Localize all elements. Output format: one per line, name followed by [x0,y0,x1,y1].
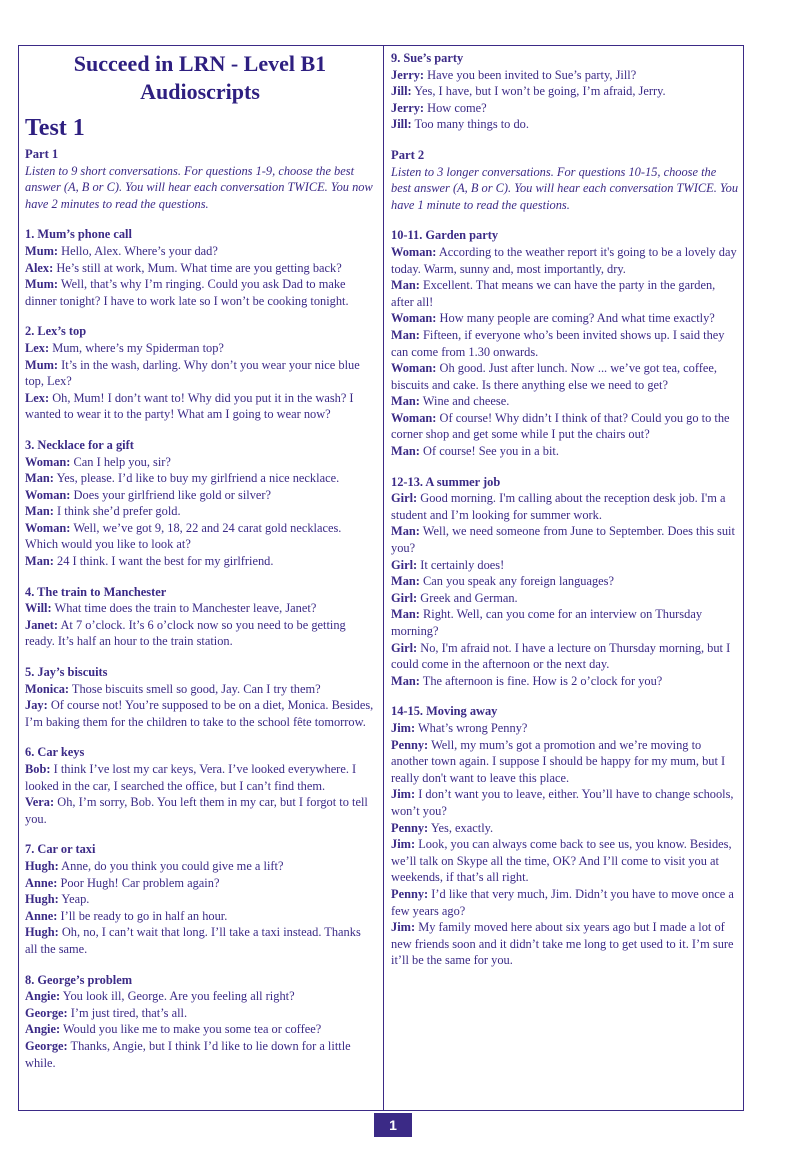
dialogue-text: 24 I think. I want the best for my girlfriend. [57,554,274,569]
dialogue-text: Of course! Why didn’t I think of that? Could you go to the corner shop and get some while I put the chairs out? [391,410,730,442]
speaker-label: Will: [25,601,52,616]
dialogue-text: He’s still at work, Mum. What time are you getting back? [56,260,342,275]
dialogue-text: Well, we need someone from June to September. Does this suit you? [391,524,735,556]
dialogue-text: Fifteen, if everyone who’s been invited shows up. I said they can come from 1.30 onwards. [391,327,725,359]
dialogue-text: Good morning. I'm calling about the reception desk job. I'm a student and I’m looking for summer work. [391,491,726,522]
dialogue-text: I don’t want you to leave, either. You’ll have to change schools, won’t you? [391,787,734,818]
dialogue-text: Does your girlfriend like gold or silver? [73,487,272,502]
speaker-label: Jim: [391,787,416,802]
dialogue-line [25,260,375,277]
dialogue-line [25,875,375,892]
dialogue-text: Too many things to do. [414,117,529,132]
dialogue-line [391,557,739,574]
dialogue-text: It certainly does! [420,557,505,572]
speaker-label: Jim: [391,720,416,735]
dialogue-text: Excellent. That means we can have the party in the garden, after all! [391,278,716,309]
dialogue-line [391,737,739,787]
dialogue-line [391,277,739,310]
speaker-label: Lex: [25,390,50,405]
conversation-section [25,323,375,423]
part1-instructions: Listen to 9 short conversations. For questions 1-9, choose the best answer (A, B or C). You will hear each conversation TWICE. You now have 2 minutes to read the questions. [25,163,373,211]
conversation-section [25,584,375,650]
dialogue-line [391,786,739,819]
dialogue-text: Mum, where’s my Spiderman top? [52,340,224,355]
conversation-section [25,841,375,957]
speaker-label: Mum: [25,357,59,372]
section-title: 12-13. A summer job [391,474,501,489]
dialogue-text: Yes, please. I’d like to buy my girlfriend a nice necklace. [56,471,340,486]
dialogue-line [25,761,375,794]
dialogue-line [25,520,375,553]
speaker-label: Hugh: [25,892,59,907]
section-title: 14-15. Moving away [391,704,498,719]
conversation-section [391,703,739,969]
dialogue-text: I think she’d prefer gold. [57,504,181,519]
dialogue-line [391,720,739,737]
conversation-section [25,744,375,827]
dialogue-line [391,640,739,673]
dialogue-text: How many people are coming? And what time exactly? [439,311,715,326]
dialogue-line [25,276,375,309]
dialogue-line [25,487,375,504]
dialogue-line [391,573,739,590]
dialogue-text: I’d like that very much, Jim. Didn’t you have to move once a few years ago? [391,886,734,918]
right-sections-part2 [391,227,739,969]
conversation-section [25,226,375,309]
column-divider [383,45,384,1111]
dialogue-line [391,523,739,556]
dialogue-line [391,244,739,277]
dialogue-line [391,443,739,460]
speaker-label: Angie: [25,1022,61,1037]
speaker-label: Penny: [391,886,429,901]
dialogue-text: It’s in the wash, darling. Why don’t you wear your nice blue top, Lex? [25,357,360,389]
speaker-label: Woman: [391,410,437,425]
speaker-label: Angie: [25,989,61,1004]
dialogue-line [391,836,739,886]
speaker-label: Jim: [391,920,416,935]
dialogue-line [391,83,739,100]
dialogue-line [25,357,375,390]
dialogue-text: Anne, do you think you could give me a lift? [61,858,284,873]
dialogue-text: What time does the train to Manchester leave, Janet? [54,601,317,616]
speaker-label: Hugh: [25,925,59,940]
part2-block [391,147,739,213]
dialogue-text: Hello, Alex. Where’s your dad? [61,243,218,258]
speaker-label: Man: [391,394,420,409]
speaker-label: Woman: [391,311,437,326]
speaker-label: Jill: [391,117,412,132]
dialogue-line [25,858,375,875]
conversation-section [391,474,739,690]
right-column [391,50,739,969]
test-heading: Test 1 [25,115,85,141]
dialogue-line [391,590,739,607]
part1-title: Part 1 [25,147,59,161]
dialogue-line [25,891,375,908]
speaker-label: Girl: [391,491,418,506]
speaker-label: Alex: [25,260,54,275]
dialogue-text: Can I help you, sir? [73,454,171,469]
document-title: Succeed in LRN - Level B1 Audioscripts [73,51,327,104]
dialogue-text: Greek and German. [420,590,518,605]
speaker-label: Lex: [25,340,50,355]
section-title: 2. Lex’s top [25,324,87,339]
speaker-label: Girl: [391,640,418,655]
dialogue-line [25,553,375,570]
dialogue-line [391,327,739,360]
speaker-label: Jill: [391,84,412,99]
dialogue-text: At 7 o’clock. It’s 6 o’clock now so you need to be getting ready. It’s half an hour to the train station. [25,617,346,649]
speaker-label: Woman: [25,487,71,502]
dialogue-text: Of course not! You’re supposed to be on a diet, Monica. Besides, I’m baking them for the children to take to the school fête tomorrow. [25,698,374,729]
dialogue-text: Oh good. Just after lunch. Now ... we’ve got tea, coffee, biscuits and cake. Is there anything else we need to get? [391,361,717,392]
conversation-section [25,664,375,730]
speaker-label: Mum: [25,277,59,292]
left-sections [25,226,375,1071]
speaker-label: Woman: [25,454,71,469]
speaker-label: Bob: [25,762,51,776]
dialogue-text: Well, we’ve got 9, 18, 22 and 24 carat gold necklaces. Which would you like to look at? [25,520,342,552]
dialogue-line [25,924,375,957]
dialogue-text: Right. Well, can you come for an interview on Thursday morning? [391,607,703,638]
speaker-label: Hugh: [25,858,59,873]
dialogue-line [25,681,375,698]
speaker-label: Woman: [391,361,437,376]
dialogue-line [25,697,375,730]
speaker-label: Man: [391,673,420,688]
speaker-label: George: [25,1005,68,1020]
speaker-label: Man: [391,574,420,589]
dialogue-text: Have you been invited to Sue’s party, Jill? [427,67,637,82]
speaker-label: Woman: [391,244,437,259]
speaker-label: Woman: [25,520,71,535]
dialogue-line [25,1005,375,1022]
dialogue-line [25,617,375,650]
dialogue-text: What’s wrong Penny? [417,720,528,735]
dialogue-line [25,340,375,357]
dialogue-line [391,310,739,327]
speaker-label: Jerry: [391,67,425,82]
conversation-section [391,227,739,459]
part2-instructions: Listen to 3 longer conversations. For questions 10-15, choose the best answer (A, B or C). You will hear each conversation TWICE. You have 1 minute to read the questions. [391,164,739,212]
dialogue-line [25,908,375,925]
dialogue-text: Poor Hugh! Car problem again? [60,875,220,890]
speaker-label: Man: [391,278,420,293]
dialogue-text: Oh, Mum! I don’t want to! Why did you put it in the wash? I wanted to wear it to the party! What am I going to wear now? [25,390,354,422]
dialogue-line [25,470,375,487]
conversation-section [25,972,375,1072]
dialogue-line [391,490,739,523]
speaker-label: Man: [391,607,420,622]
speaker-label: Man: [25,504,54,519]
dialogue-text: Well, my mum’s got a promotion and we’re moving to another town again. I suppose I should be happy for my mum, but I really don't want to leave this place. [391,737,726,785]
dialogue-text: I think I’ve lost my car keys, Vera. I’ve looked everywhere. I looked in the car, I searched the office, but I can’t find them. [25,762,357,793]
left-column [25,50,375,1071]
speaker-label: Anne: [25,908,58,923]
dialogue-text: Would you like me to make you some tea or coffee? [62,1022,322,1037]
dialogue-line [391,393,739,410]
speaker-label: Man: [25,471,54,486]
speaker-label: Jerry: [391,100,425,115]
speaker-label: Janet: [25,617,59,632]
dialogue-line [25,1038,375,1071]
dialogue-line [391,116,739,133]
dialogue-text: Well, that’s why I’m ringing. Could you ask Dad to make dinner tonight? I have to work late so I won’t be cooking tonight. [25,277,349,308]
dialogue-line [25,794,375,827]
section-title: 5. Jay’s biscuits [25,665,108,680]
dialogue-line [391,820,739,837]
section-title: 1. Mum’s phone call [25,227,132,242]
dialogue-line [391,673,739,690]
right-sections-part1 [391,50,739,133]
section-title: 7. Car or taxi [25,842,96,857]
dialogue-line [391,606,739,639]
dialogue-line [25,390,375,423]
dialogue-text: Of course! See you in a bit. [423,444,559,459]
dialogue-line [391,360,739,393]
dialogue-line [391,919,739,969]
dialogue-text: I’ll be ready to go in half an hour. [60,908,228,923]
speaker-label: Man: [391,327,420,342]
speaker-label: Girl: [391,590,418,605]
speaker-label: Anne: [25,875,58,890]
speaker-label: George: [25,1038,68,1053]
section-title: 3. Necklace for a gift [25,437,134,452]
dialogue-line [391,886,739,919]
speaker-label: Jay: [25,698,48,713]
dialogue-line [391,100,739,117]
speaker-label: Vera: [25,795,55,810]
dialogue-line [391,67,739,84]
section-title: 4. The train to Manchester [25,584,167,599]
conversation-section [25,437,375,570]
speaker-label: Mum: [25,243,59,258]
speaker-label: Penny: [391,820,429,835]
section-title: 8. George’s problem [25,972,133,987]
dialogue-text: Thanks, Angie, but I think I’d like to lie down for a little while. [25,1038,351,1070]
dialogue-text: Wine and cheese. [422,394,510,409]
dialogue-line [25,600,375,617]
dialogue-text: Look, you can always come back to see us, you know. Besides, we’ll talk on Skype all the time, OK? And I’ll come to visit you at weekends, if that’s all right. [391,837,732,885]
dialogue-line [391,410,739,443]
speaker-label: Man: [391,444,420,459]
part2-title: Part 2 [391,147,425,162]
section-title: 10-11. Garden party [391,228,499,243]
speaker-label: Girl: [391,557,418,572]
dialogue-text: Yeap. [61,892,90,907]
dialogue-text: Those biscuits smell so good, Jay. Can I try them? [71,681,321,696]
dialogue-text: According to the weather report it's going to be a lovely day today. Warm, sunny and, most importantly, dry. [391,244,737,276]
dialogue-text: My family moved here about six years ago but I made a lot of new friends soon and it didn’t take me long to get used to it. I’m sure it’ll be the same for you. [391,920,734,968]
dialogue-line [25,503,375,520]
conversation-section [391,50,739,133]
dialogue-text: I’m just tired, that’s all. [70,1005,188,1020]
dialogue-text: The afternoon is fine. How is 2 o’clock for you? [422,673,663,688]
speaker-label: Penny: [391,737,429,752]
speaker-label: Man: [25,554,54,569]
dialogue-text: Yes, exactly. [430,820,494,835]
section-title: 6. Car keys [25,745,85,760]
dialogue-text: Oh, I’m sorry, Bob. You left them in my car, but I forgot to tell you. [25,795,368,826]
dialogue-line [25,988,375,1005]
section-title: 9. Sue’s party [391,51,464,65]
speaker-label: Monica: [25,681,70,696]
dialogue-line [25,243,375,260]
dialogue-text: You look ill, George. Are you feeling all right? [62,989,295,1004]
dialogue-text: Oh, no, I can’t wait that long. I’ll take a taxi instead. Thanks all the same. [25,925,361,956]
dialogue-text: Yes, I have, but I won’t be going, I’m afraid, Jerry. [414,84,666,99]
speaker-label: Jim: [391,837,416,852]
page-number: 1 [374,1113,412,1137]
speaker-label: Man: [391,524,420,539]
dialogue-text: No, I'm afraid not. I have a lecture on Thursday morning, but I could come in the afternoon or the next day. [391,640,731,672]
dialogue-text: Can you speak any foreign languages? [423,574,614,589]
dialogue-line [25,1021,375,1038]
dialogue-text: How come? [427,100,487,115]
dialogue-line [25,454,375,471]
